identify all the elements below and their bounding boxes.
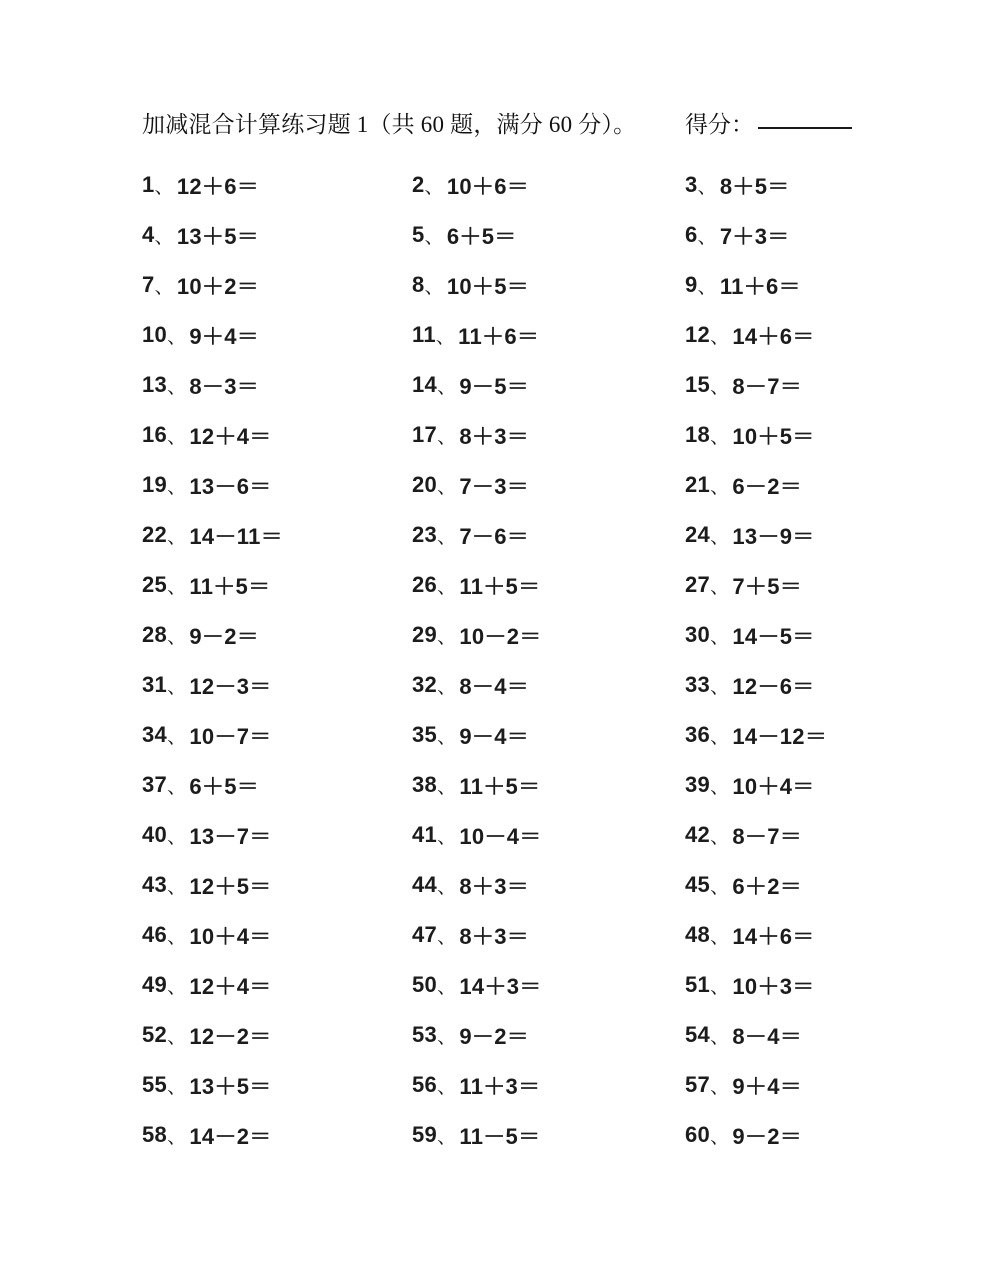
problem-item[interactable]	[412, 310, 685, 360]
problem-number: 25	[142, 572, 168, 597]
problem-separator: 、	[167, 1126, 187, 1148]
problem-separator: 、	[710, 1076, 730, 1098]
problem-item[interactable]	[412, 1060, 685, 1110]
problem-separator: 、	[424, 276, 444, 298]
score-block	[685, 106, 852, 139]
problem-grid	[142, 160, 852, 1160]
problem-number: 49	[142, 972, 168, 997]
problem-separator: 、	[167, 626, 187, 648]
problem-number: 8	[412, 272, 425, 297]
problem-item[interactable]	[412, 260, 685, 310]
problem-expression: 7－6＝	[459, 523, 530, 549]
problem-item[interactable]	[685, 1060, 852, 1110]
problem-item[interactable]	[142, 960, 412, 1010]
problem-expression: 10＋2＝	[176, 273, 260, 299]
problem-item[interactable]	[685, 360, 852, 410]
problem-number: 55	[142, 1072, 168, 1097]
problem-separator: 、	[710, 476, 730, 498]
problem-item[interactable]	[685, 210, 852, 260]
problem-item[interactable]	[685, 610, 852, 660]
problem-separator: 、	[167, 726, 187, 748]
problem-separator: 、	[167, 776, 187, 798]
problem-number: 17	[412, 422, 438, 447]
problem-number: 1	[142, 172, 155, 197]
problem-expression: 6＋5＝	[446, 223, 517, 249]
problem-item[interactable]	[412, 610, 685, 660]
problem-separator: 、	[437, 1076, 457, 1098]
problem-expression: 9＋4＝	[189, 323, 260, 349]
problem-expression: 12－3＝	[189, 673, 272, 699]
problem-expression: 14－11＝	[189, 523, 283, 549]
problem-number: 56	[412, 1072, 438, 1097]
problem-expression: 11＋6＝	[458, 323, 540, 349]
problem-separator: 、	[437, 976, 457, 998]
problem-separator: 、	[710, 526, 730, 548]
problem-item[interactable]	[685, 1010, 852, 1060]
problem-separator: 、	[435, 326, 456, 348]
problem-separator: 、	[710, 676, 730, 698]
problem-separator: 、	[167, 676, 187, 698]
problem-number: 44	[412, 872, 438, 897]
problem-expression: 9－5＝	[459, 373, 530, 399]
problem-item[interactable]	[685, 1110, 852, 1160]
problem-item[interactable]	[412, 860, 685, 910]
problem-number: 21	[685, 472, 711, 497]
problem-separator: 、	[167, 476, 187, 498]
problem-expression: 8－3＝	[189, 373, 260, 399]
problem-separator: 、	[437, 926, 457, 948]
problem-expression: 10＋5＝	[732, 423, 815, 449]
problem-expression: 8－7＝	[732, 823, 803, 849]
problem-item[interactable]	[685, 460, 852, 510]
page-title: 加减混合计算练习题 1（共 60 题，满分 60 分）。	[142, 112, 637, 137]
problem-separator: 、	[154, 176, 174, 198]
problem-item[interactable]	[412, 1110, 685, 1160]
problem-separator: 、	[167, 376, 187, 398]
problem-number: 13	[142, 372, 168, 397]
problem-expression: 8＋5＝	[719, 173, 790, 199]
problem-separator: 、	[710, 776, 730, 798]
problem-item[interactable]	[412, 160, 685, 210]
problem-number: 51	[685, 972, 711, 997]
problem-number: 37	[142, 772, 168, 797]
problem-number: 24	[685, 522, 711, 547]
problem-separator: 、	[710, 726, 730, 748]
problem-item[interactable]	[142, 260, 412, 310]
problem-item[interactable]	[142, 510, 412, 560]
score-label: 得分：	[685, 112, 754, 137]
problem-separator: 、	[167, 926, 187, 948]
problem-expression: 10－4＝	[459, 823, 542, 849]
problem-number: 60	[685, 1122, 711, 1147]
problem-separator: 、	[437, 826, 457, 848]
problem-number: 39	[685, 772, 711, 797]
problem-number: 28	[142, 622, 168, 647]
problem-separator: 、	[710, 1126, 730, 1148]
problem-expression: 13－9＝	[732, 523, 815, 549]
problem-number: 58	[142, 1122, 168, 1147]
problem-expression: 14－12＝	[732, 723, 828, 749]
problem-number: 6	[685, 222, 698, 247]
problem-expression: 10＋4＝	[732, 773, 815, 799]
problem-number: 18	[685, 422, 711, 447]
problem-separator: 、	[424, 176, 444, 198]
problem-item[interactable]	[412, 510, 685, 560]
problem-number: 35	[412, 722, 438, 747]
problem-number: 26	[412, 572, 438, 597]
problem-number: 43	[142, 872, 168, 897]
problem-separator: 、	[437, 476, 457, 498]
problem-item[interactable]	[142, 710, 412, 760]
problem-separator: 、	[710, 926, 730, 948]
problem-expression: 10－7＝	[189, 723, 272, 749]
problem-expression: 10＋3＝	[732, 973, 815, 999]
problem-expression: 12＋5＝	[189, 873, 272, 899]
problem-separator: 、	[710, 426, 730, 448]
problem-separator: 、	[437, 376, 457, 398]
problem-separator: 、	[710, 1026, 730, 1048]
problem-number: 7	[142, 272, 155, 297]
problem-separator: 、	[437, 1026, 457, 1048]
problem-number: 34	[142, 722, 168, 747]
problem-number: 32	[412, 672, 438, 697]
problem-expression: 6－2＝	[732, 473, 803, 499]
problem-item[interactable]	[412, 460, 685, 510]
problem-expression: 8＋3＝	[459, 423, 530, 449]
problem-number: 19	[142, 472, 168, 497]
problem-number: 53	[412, 1022, 438, 1047]
problem-item[interactable]	[142, 1110, 412, 1160]
problem-item[interactable]	[685, 310, 852, 360]
problem-separator: 、	[710, 326, 730, 348]
problem-number: 15	[685, 372, 711, 397]
problem-expression: 11－5＝	[459, 1123, 541, 1149]
problem-separator: 、	[167, 826, 187, 848]
problem-item[interactable]	[685, 910, 852, 960]
problem-expression: 10＋4＝	[189, 923, 272, 949]
problem-separator: 、	[167, 526, 187, 548]
problem-expression: 6＋2＝	[732, 873, 803, 899]
problem-expression: 11＋5＝	[459, 573, 541, 599]
problem-number: 54	[685, 1022, 711, 1047]
problem-number: 50	[412, 972, 438, 997]
problem-separator: 、	[437, 1126, 457, 1148]
problem-item[interactable]	[142, 160, 412, 210]
problem-separator: 、	[437, 526, 457, 548]
problem-expression: 8－4＝	[732, 1023, 803, 1049]
problem-separator: 、	[437, 876, 457, 898]
problem-number: 59	[412, 1122, 438, 1147]
problem-expression: 10＋6＝	[446, 173, 530, 199]
problem-expression: 14－2＝	[189, 1123, 272, 1149]
problem-separator: 、	[424, 226, 444, 248]
problem-separator: 、	[154, 276, 174, 298]
problem-separator: 、	[437, 726, 457, 748]
problem-item[interactable]	[685, 160, 852, 210]
problem-item[interactable]	[142, 860, 412, 910]
problem-number: 4	[142, 222, 155, 247]
problem-expression: 10－2＝	[459, 623, 542, 649]
problem-item[interactable]	[412, 710, 685, 760]
problem-separator: 、	[167, 426, 187, 448]
worksheet-header	[142, 106, 852, 146]
problem-number: 47	[412, 922, 438, 947]
problem-number: 31	[142, 672, 168, 697]
problem-expression: 14＋6＝	[732, 323, 815, 349]
problem-expression: 14＋3＝	[459, 973, 542, 999]
score-input-blank[interactable]	[758, 127, 852, 129]
problem-number: 33	[685, 672, 711, 697]
problem-expression: 13－6＝	[189, 473, 272, 499]
problem-expression: 12＋4＝	[189, 973, 272, 999]
problem-number: 30	[685, 622, 711, 647]
problem-expression: 12＋6＝	[176, 173, 260, 199]
problem-number: 57	[685, 1072, 711, 1097]
problem-separator: 、	[437, 776, 457, 798]
problem-expression: 11＋3＝	[459, 1073, 541, 1099]
problem-number: 36	[685, 722, 711, 747]
problem-expression: 9－2＝	[459, 1023, 530, 1049]
problem-number: 40	[142, 822, 168, 847]
problem-expression: 9－2＝	[732, 1123, 803, 1149]
problem-number: 46	[142, 922, 168, 947]
problem-item[interactable]	[142, 410, 412, 460]
problem-expression: 11＋5＝	[189, 573, 271, 599]
problem-expression: 14＋6＝	[732, 923, 815, 949]
problem-number: 23	[412, 522, 438, 547]
problem-item[interactable]	[412, 560, 685, 610]
problem-item[interactable]	[142, 760, 412, 810]
problem-item[interactable]	[142, 560, 412, 610]
problem-number: 27	[685, 572, 711, 597]
problem-separator: 、	[167, 576, 187, 598]
problem-item[interactable]	[412, 660, 685, 710]
problem-expression: 12－2＝	[189, 1023, 272, 1049]
problem-item[interactable]	[142, 660, 412, 710]
problem-separator: 、	[167, 976, 187, 998]
problem-item[interactable]	[412, 360, 685, 410]
problem-expression: 8－7＝	[732, 373, 803, 399]
problem-item[interactable]	[685, 410, 852, 460]
problem-expression: 10＋5＝	[446, 273, 530, 299]
problem-item[interactable]	[412, 210, 685, 260]
problem-expression: 8－4＝	[459, 673, 530, 699]
problem-expression: 9＋4＝	[732, 1073, 803, 1099]
problem-item[interactable]	[142, 460, 412, 510]
problem-item[interactable]	[142, 610, 412, 660]
problem-number: 22	[142, 522, 168, 547]
problem-separator: 、	[697, 176, 717, 198]
problem-separator: 、	[710, 626, 730, 648]
problem-expression: 9－4＝	[459, 723, 530, 749]
problem-item[interactable]	[685, 760, 852, 810]
problem-number: 12	[685, 322, 711, 347]
problem-separator: 、	[437, 676, 457, 698]
problem-number: 41	[412, 822, 438, 847]
problem-item[interactable]	[685, 860, 852, 910]
problem-number: 11	[412, 322, 436, 347]
problem-item[interactable]	[142, 810, 412, 860]
problem-number: 16	[142, 422, 168, 447]
problem-number: 29	[412, 622, 438, 647]
problem-number: 5	[412, 222, 425, 247]
problem-item[interactable]	[685, 660, 852, 710]
problem-item[interactable]	[685, 260, 852, 310]
problem-expression: 11＋6＝	[719, 273, 801, 299]
problem-number: 2	[412, 172, 425, 197]
problem-expression: 12＋4＝	[189, 423, 272, 449]
problem-number: 48	[685, 922, 711, 947]
problem-separator: 、	[167, 326, 187, 348]
problem-separator: 、	[437, 426, 457, 448]
problem-number: 3	[685, 172, 698, 197]
problem-expression: 14－5＝	[732, 623, 815, 649]
problem-number: 10	[142, 322, 168, 347]
problem-expression: 7－3＝	[459, 473, 530, 499]
problem-separator: 、	[167, 876, 187, 898]
problem-number: 14	[412, 372, 438, 397]
problem-expression: 7＋5＝	[732, 573, 803, 599]
problem-separator: 、	[710, 976, 730, 998]
problem-expression: 13＋5＝	[189, 1073, 272, 1099]
problem-expression: 6＋5＝	[189, 773, 260, 799]
problem-expression: 9－2＝	[189, 623, 260, 649]
problem-expression: 8＋3＝	[459, 873, 530, 899]
problem-item[interactable]	[685, 710, 852, 760]
problem-expression: 11＋5＝	[459, 773, 541, 799]
problem-item[interactable]	[412, 810, 685, 860]
problem-separator: 、	[697, 226, 717, 248]
problem-number: 38	[412, 772, 438, 797]
problem-item[interactable]	[142, 1060, 412, 1110]
problem-item[interactable]	[142, 910, 412, 960]
problem-item[interactable]	[412, 910, 685, 960]
problem-number: 52	[142, 1022, 168, 1047]
problem-separator: 、	[437, 576, 457, 598]
problem-separator: 、	[437, 626, 457, 648]
problem-expression: 7＋3＝	[719, 223, 790, 249]
problem-item[interactable]	[142, 1010, 412, 1060]
problem-item[interactable]	[412, 960, 685, 1010]
problem-number: 42	[685, 822, 711, 847]
problem-item[interactable]	[142, 210, 412, 260]
problem-item[interactable]	[412, 410, 685, 460]
problem-separator: 、	[710, 376, 730, 398]
problem-item[interactable]	[685, 810, 852, 860]
problem-item[interactable]	[142, 310, 412, 360]
problem-separator: 、	[167, 1076, 187, 1098]
problem-expression: 13－7＝	[189, 823, 272, 849]
problem-expression: 12－6＝	[732, 673, 815, 699]
problem-number: 9	[685, 272, 698, 297]
problem-item[interactable]	[685, 960, 852, 1010]
problem-separator: 、	[710, 826, 730, 848]
problem-number: 20	[412, 472, 438, 497]
problem-item[interactable]	[412, 1010, 685, 1060]
problem-expression: 8＋3＝	[459, 923, 530, 949]
problem-separator: 、	[697, 276, 717, 298]
problem-separator: 、	[710, 576, 730, 598]
problem-separator: 、	[710, 876, 730, 898]
problem-expression: 13＋5＝	[176, 223, 260, 249]
problem-separator: 、	[154, 226, 174, 248]
problem-item[interactable]	[685, 510, 852, 560]
problem-separator: 、	[167, 1026, 187, 1048]
problem-item[interactable]	[685, 560, 852, 610]
problem-item[interactable]	[412, 760, 685, 810]
problem-item[interactable]	[142, 360, 412, 410]
problem-number: 45	[685, 872, 711, 897]
